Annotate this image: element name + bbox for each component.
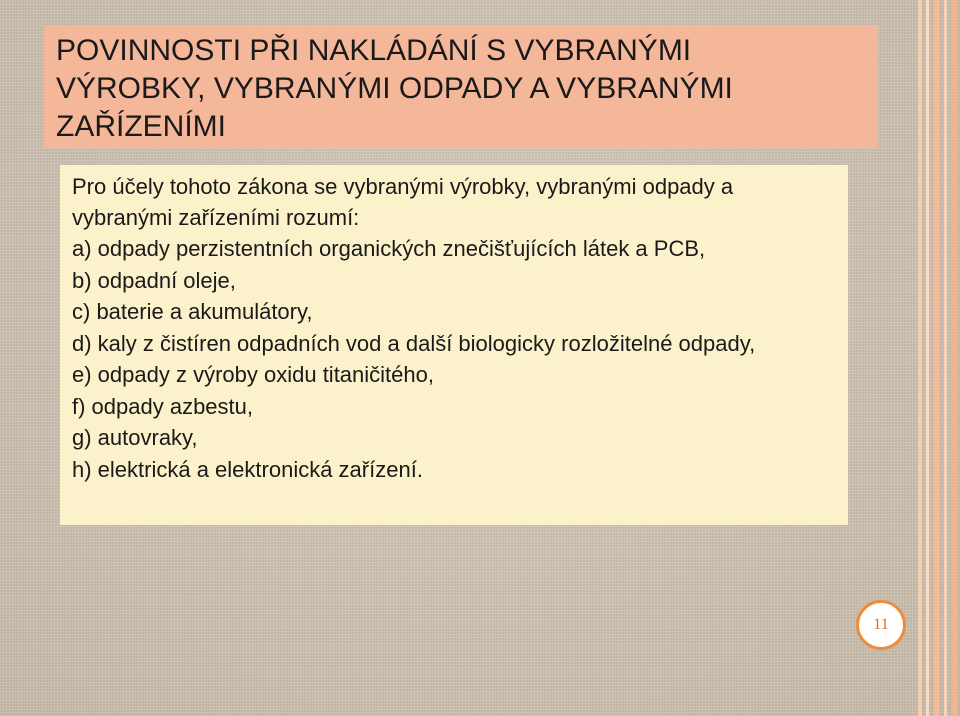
list-item: b) odpadní oleje,	[72, 267, 236, 293]
decorative-stripe	[926, 0, 929, 716]
list-item: a) odpady perzistentních organických znečišťujících látek a PCB,	[72, 236, 706, 261]
list-item: h) elektrická a elektronická zařízení.	[72, 456, 423, 482]
intro-text: Pro účely tohoto zákona se vybranými výrobky, vybranými odpady a vybranými zařízeními rozumí:	[72, 174, 734, 230]
slide-title: POVINNOSTI PŘI NAKLÁDÁNÍ S VYBRANÝMI VÝROBKY, VYBRANÝMI ODPADY A VYBRANÝMI ZAŘÍZENÍMI	[56, 34, 733, 143]
decorative-stripe	[951, 0, 957, 716]
slide-title-box	[44, 26, 878, 148]
list-item: f) odpady azbestu,	[72, 393, 254, 419]
list-item: g) autovraky,	[72, 425, 198, 450]
decorative-stripe	[934, 0, 939, 716]
list-item: e) odpady z výroby oxidu titaničitého,	[72, 362, 434, 387]
content-box	[60, 165, 848, 525]
page-number-badge	[856, 600, 906, 650]
decorative-stripe	[918, 0, 922, 716]
page-number: 11	[873, 616, 889, 633]
item-list	[72, 233, 848, 485]
list-item: d) kaly z čistíren odpadních vod a další biologicky rozložitelné odpady,	[72, 330, 756, 356]
decorative-stripe	[944, 0, 947, 716]
list-item: c) baterie a akumulátory,	[72, 299, 313, 324]
